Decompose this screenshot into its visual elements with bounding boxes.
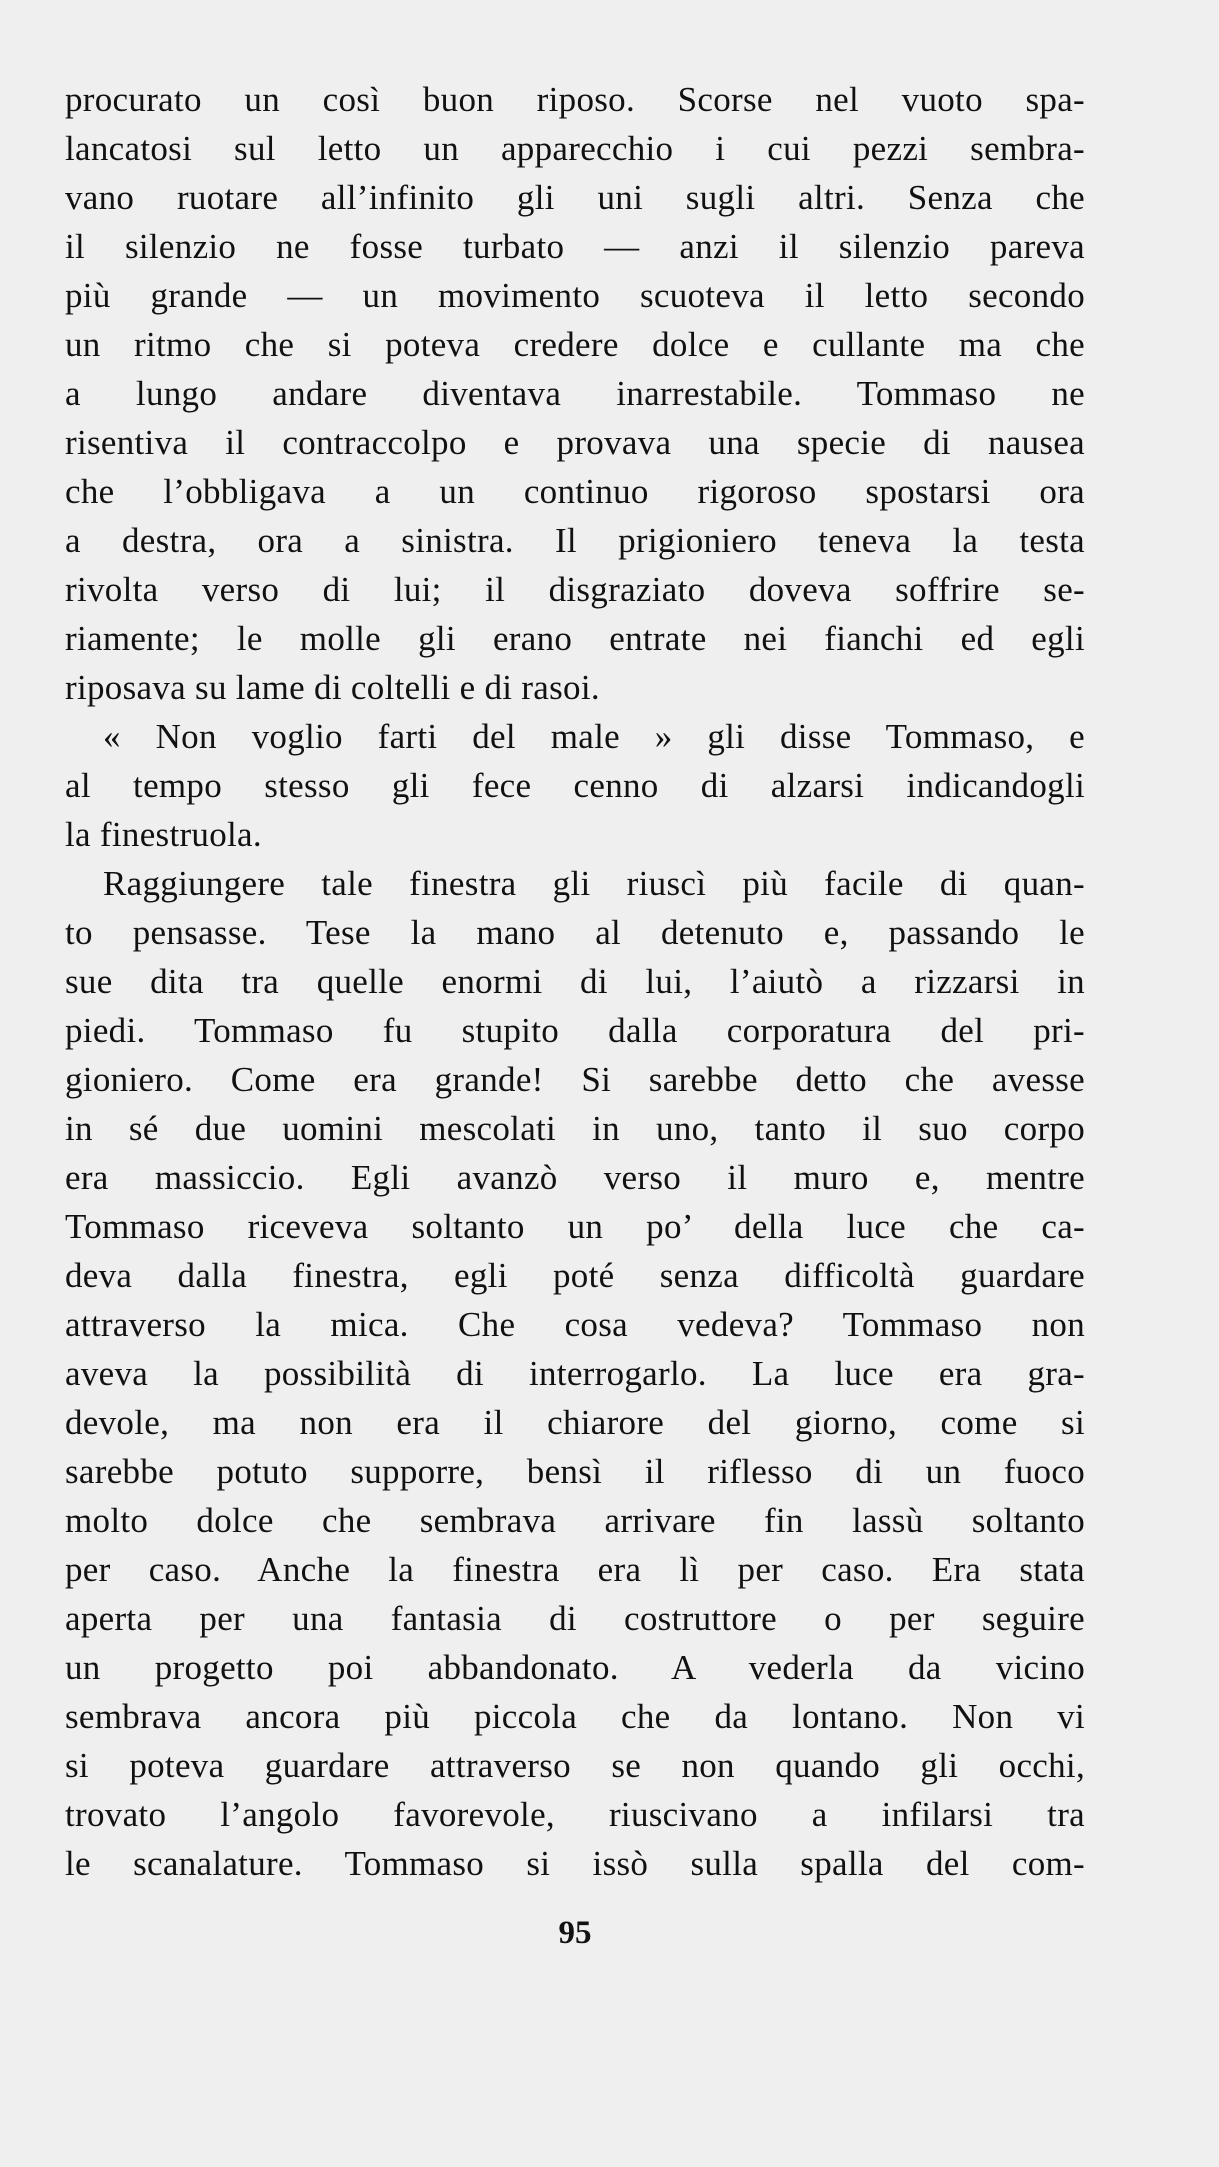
page-number: 95 — [558, 1915, 592, 1951]
text-line: in sé due uomini mescolati in uno, tanto il suo corpo — [65, 1109, 1085, 1148]
text-line: era massiccio. Egli avanzò verso il muro e, mentre — [65, 1158, 1085, 1197]
text-line: risentiva il contraccolpo e provava una specie di nausea — [65, 423, 1085, 462]
text-line: rivolta verso di lui; il disgraziato doveva soffrire se- — [65, 570, 1085, 609]
text-line: to pensasse. Tese la mano al detenuto e, passando le — [65, 913, 1085, 952]
text-line: un progetto poi abbandonato. A vederla da vicino — [65, 1648, 1085, 1687]
text-line: sembrava ancora più piccola che da lontano. Non vi — [65, 1697, 1085, 1736]
text-line: trovato l’angolo favorevole, riuscivano a infilarsi tra — [65, 1795, 1085, 1834]
text-line: Raggiungere tale finestra gli riuscì più facile di quan- — [103, 864, 1085, 903]
text-line: il silenzio ne fosse turbato — anzi il silenzio pareva — [65, 227, 1085, 266]
text-line: a lungo andare diventava inarrestabile. Tommaso ne — [65, 374, 1085, 413]
text-line: lancatosi sul letto un apparecchio i cui pezzi sembra- — [65, 129, 1085, 168]
text-line: vano ruotare all’infinito gli uni sugli altri. Senza che — [65, 178, 1085, 217]
text-line: per caso. Anche la finestra era lì per caso. Era stata — [65, 1550, 1085, 1589]
paragraph — [65, 859, 1085, 1888]
text-line: piedi. Tommaso fu stupito dalla corporatura del pri- — [65, 1011, 1085, 1050]
text-line: deva dalla finestra, egli poté senza difficoltà guardare — [65, 1256, 1085, 1295]
text-line: devole, ma non era il chiarore del giorno, come si — [65, 1403, 1085, 1442]
text-line: al tempo stesso gli fece cenno di alzarsi indicandogli — [65, 766, 1085, 805]
text-line: che l’obbligava a un continuo rigoroso spostarsi ora — [65, 472, 1085, 511]
text-line: « Non voglio farti del male » gli disse Tommaso, e — [103, 717, 1085, 756]
page-body-text — [65, 75, 1085, 1888]
text-line: si poteva guardare attraverso se non quando gli occhi, — [65, 1746, 1085, 1785]
text-line: attraverso la mica. Che cosa vedeva? Tommaso non — [65, 1305, 1085, 1344]
text-line: le scanalature. Tommaso si issò sulla spalla del com- — [65, 1844, 1085, 1883]
text-line: gioniero. Come era grande! Si sarebbe detto che avesse — [65, 1060, 1085, 1099]
text-line: Tommaso riceveva soltanto un po’ della luce che ca- — [65, 1207, 1085, 1246]
text-line: sarebbe potuto supporre, bensì il riflesso di un fuoco — [65, 1452, 1085, 1491]
text-line: più grande — un movimento scuoteva il letto secondo — [65, 276, 1085, 315]
paragraph — [65, 75, 1085, 712]
text-line: riamente; le molle gli erano entrate nei fianchi ed egli — [65, 619, 1085, 658]
text-line: molto dolce che sembrava arrivare fin lassù soltanto — [65, 1501, 1085, 1540]
text-line: aperta per una fantasia di costruttore o per seguire — [65, 1599, 1085, 1638]
paragraph — [65, 712, 1085, 859]
text-line: aveva la possibilità di interrogarlo. La luce era gra- — [65, 1354, 1085, 1393]
text-line: a destra, ora a sinistra. Il prigioniero teneva la testa — [65, 521, 1085, 560]
text-line: la finestruola. — [65, 815, 262, 854]
text-line: sue dita tra quelle enormi di lui, l’aiutò a rizzarsi in — [65, 962, 1085, 1001]
text-line: un ritmo che si poteva credere dolce e cullante ma che — [65, 325, 1085, 364]
text-line: procurato un così buon riposo. Scorse nel vuoto spa- — [65, 80, 1085, 119]
text-line: riposava su lame di coltelli e di rasoi. — [65, 668, 600, 707]
